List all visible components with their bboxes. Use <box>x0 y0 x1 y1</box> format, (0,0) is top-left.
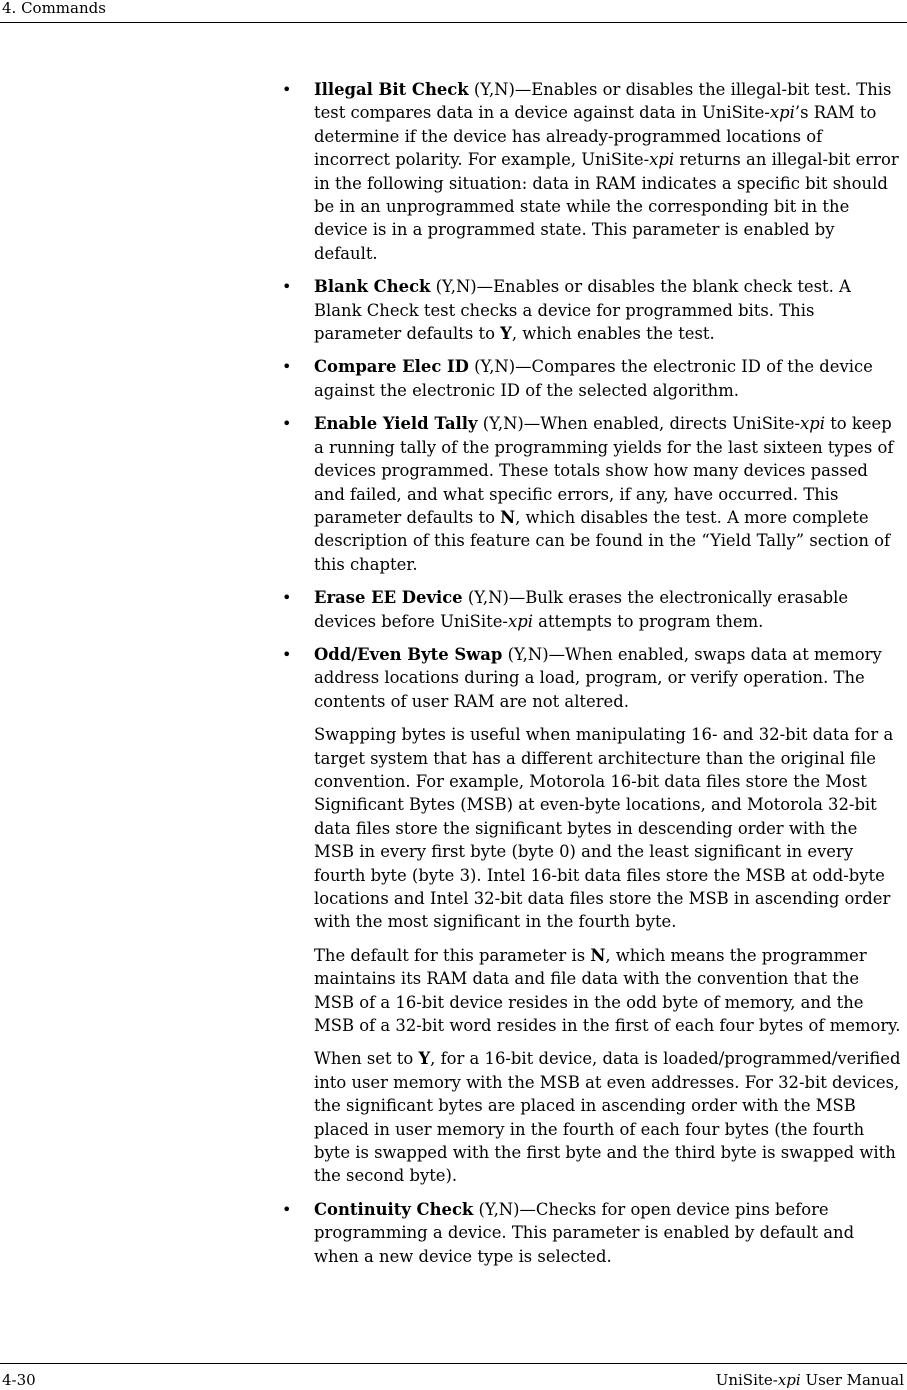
page-number: 4-30 <box>2 1371 36 1389</box>
page-footer <box>0 1363 907 1390</box>
item-text: Erase EE Device (Y,N)—Bulk erases the electronically erasable devices before UniSite-xpi attempts to program them. <box>314 588 849 631</box>
bullet-icon: • <box>282 80 292 99</box>
bullet-icon: • <box>282 644 292 664</box>
item-text: Continuity Check (Y,N)—Checks for open device pins before programming a device. This parameter is enabled by default and when a new device type is selected. <box>314 1199 855 1266</box>
item-text: Illegal Bit Check (Y,N)—Enables or disables the illegal-bit test. This test compares data in a device against data in UniSite-xpi’s RAM to determine if the device has already-programmed locations of incorrect polarity. For example, UniSite-xpi returns an illegal-bit error in the following situation: data in RAM indicates a specific bit should be in an unprogrammed state while the corresponding bit in the device is in a programmed state. This parameter is enabled by default. <box>314 80 899 263</box>
bullet-icon: • <box>282 414 292 434</box>
item-term: Compare Elec ID <box>314 357 469 377</box>
page-header <box>0 0 907 23</box>
parameter-list <box>282 78 902 1278</box>
item-term: Erase EE Device <box>314 588 463 608</box>
bullet-icon: • <box>282 588 292 608</box>
bullet-icon: • <box>282 357 292 377</box>
item-text: Enable Yield Tally (Y,N)—When enabled, directs UniSite-xpi to keep a running tally of the programming yields for the last sixteen types of devices programmed. These totals show how many devices passed and failed, and what specific errors, if any, have occurred. This parameter defaults to N, which disables the test. A more complete description of this feature can be found in the “Yield Tally” section of this chapter. <box>314 414 894 574</box>
list-item-blank-check <box>282 275 902 345</box>
list-item-enable-yield-tally <box>282 412 902 576</box>
list-item-continuity-check <box>282 1198 902 1268</box>
bullet-icon: • <box>282 277 292 297</box>
item-paragraph: Swapping bytes is useful when manipulating 16- and 32-bit data for a target system that has a different architecture than the original file convention. For example, Motorola 16-bit data files store the Most Significant Bytes (MSB) at even-byte locations, and Motorola 32-bit data files store the significant bytes in descending order with the MSB in every first byte (byte 0) and the least significant in every fourth byte (byte 3). Intel 16-bit data files store the MSB at odd-byte locations and Intel 32-bit data files store the MSB in ascending order with the most significant in the fourth byte. <box>314 725 894 932</box>
item-term: Enable Yield Tally <box>314 414 478 434</box>
item-text: Odd/Even Byte Swap (Y,N)—When enabled, swaps data at memory address locations during a load, program, or verify operation. The contents of user RAM are not altered. <box>314 644 882 711</box>
item-text: Compare Elec ID (Y,N)—Compares the electronic ID of the device against the electronic ID of the selected algorithm. <box>314 357 873 400</box>
item-paragraph: When set to Y, for a 16-bit device, data is loaded/programmed/verified into user memory with the MSB at even addresses. For 32-bit devices, the significant bytes are placed in ascending order with the MSB placed in user memory in the fourth of each four bytes (the fourth byte is swapped with the first byte and the third byte is swapped with the second byte). <box>314 1049 901 1186</box>
item-term: Blank Check <box>314 277 431 297</box>
list-item-compare-elec-id <box>282 355 902 402</box>
bullet-icon: • <box>282 1199 292 1219</box>
item-term: Odd/Even Byte Swap <box>314 644 503 664</box>
manual-title: UniSite-xpi User Manual <box>715 1371 904 1389</box>
chapter-title: 4. Commands <box>2 0 106 17</box>
list-item-illegal-bit-check <box>282 78 902 265</box>
item-term: Continuity Check <box>314 1199 474 1219</box>
item-text: Blank Check (Y,N)—Enables or disables the blank check test. A Blank Check test checks a device for programmed bits. This parameter defaults to Y, which enables the test. <box>314 277 851 344</box>
list-item-odd-even-byte-swap <box>282 643 902 1188</box>
list-item-erase-ee-device <box>282 586 902 633</box>
item-term: Illegal Bit Check <box>314 80 469 99</box>
item-paragraph: The default for this parameter is N, which means the programmer maintains its RAM data and file data with the convention that the MSB of a 16-bit device resides in the odd byte of memory, and the MSB of a 32-bit word resides in the first of each four bytes of memory. <box>314 945 901 1036</box>
